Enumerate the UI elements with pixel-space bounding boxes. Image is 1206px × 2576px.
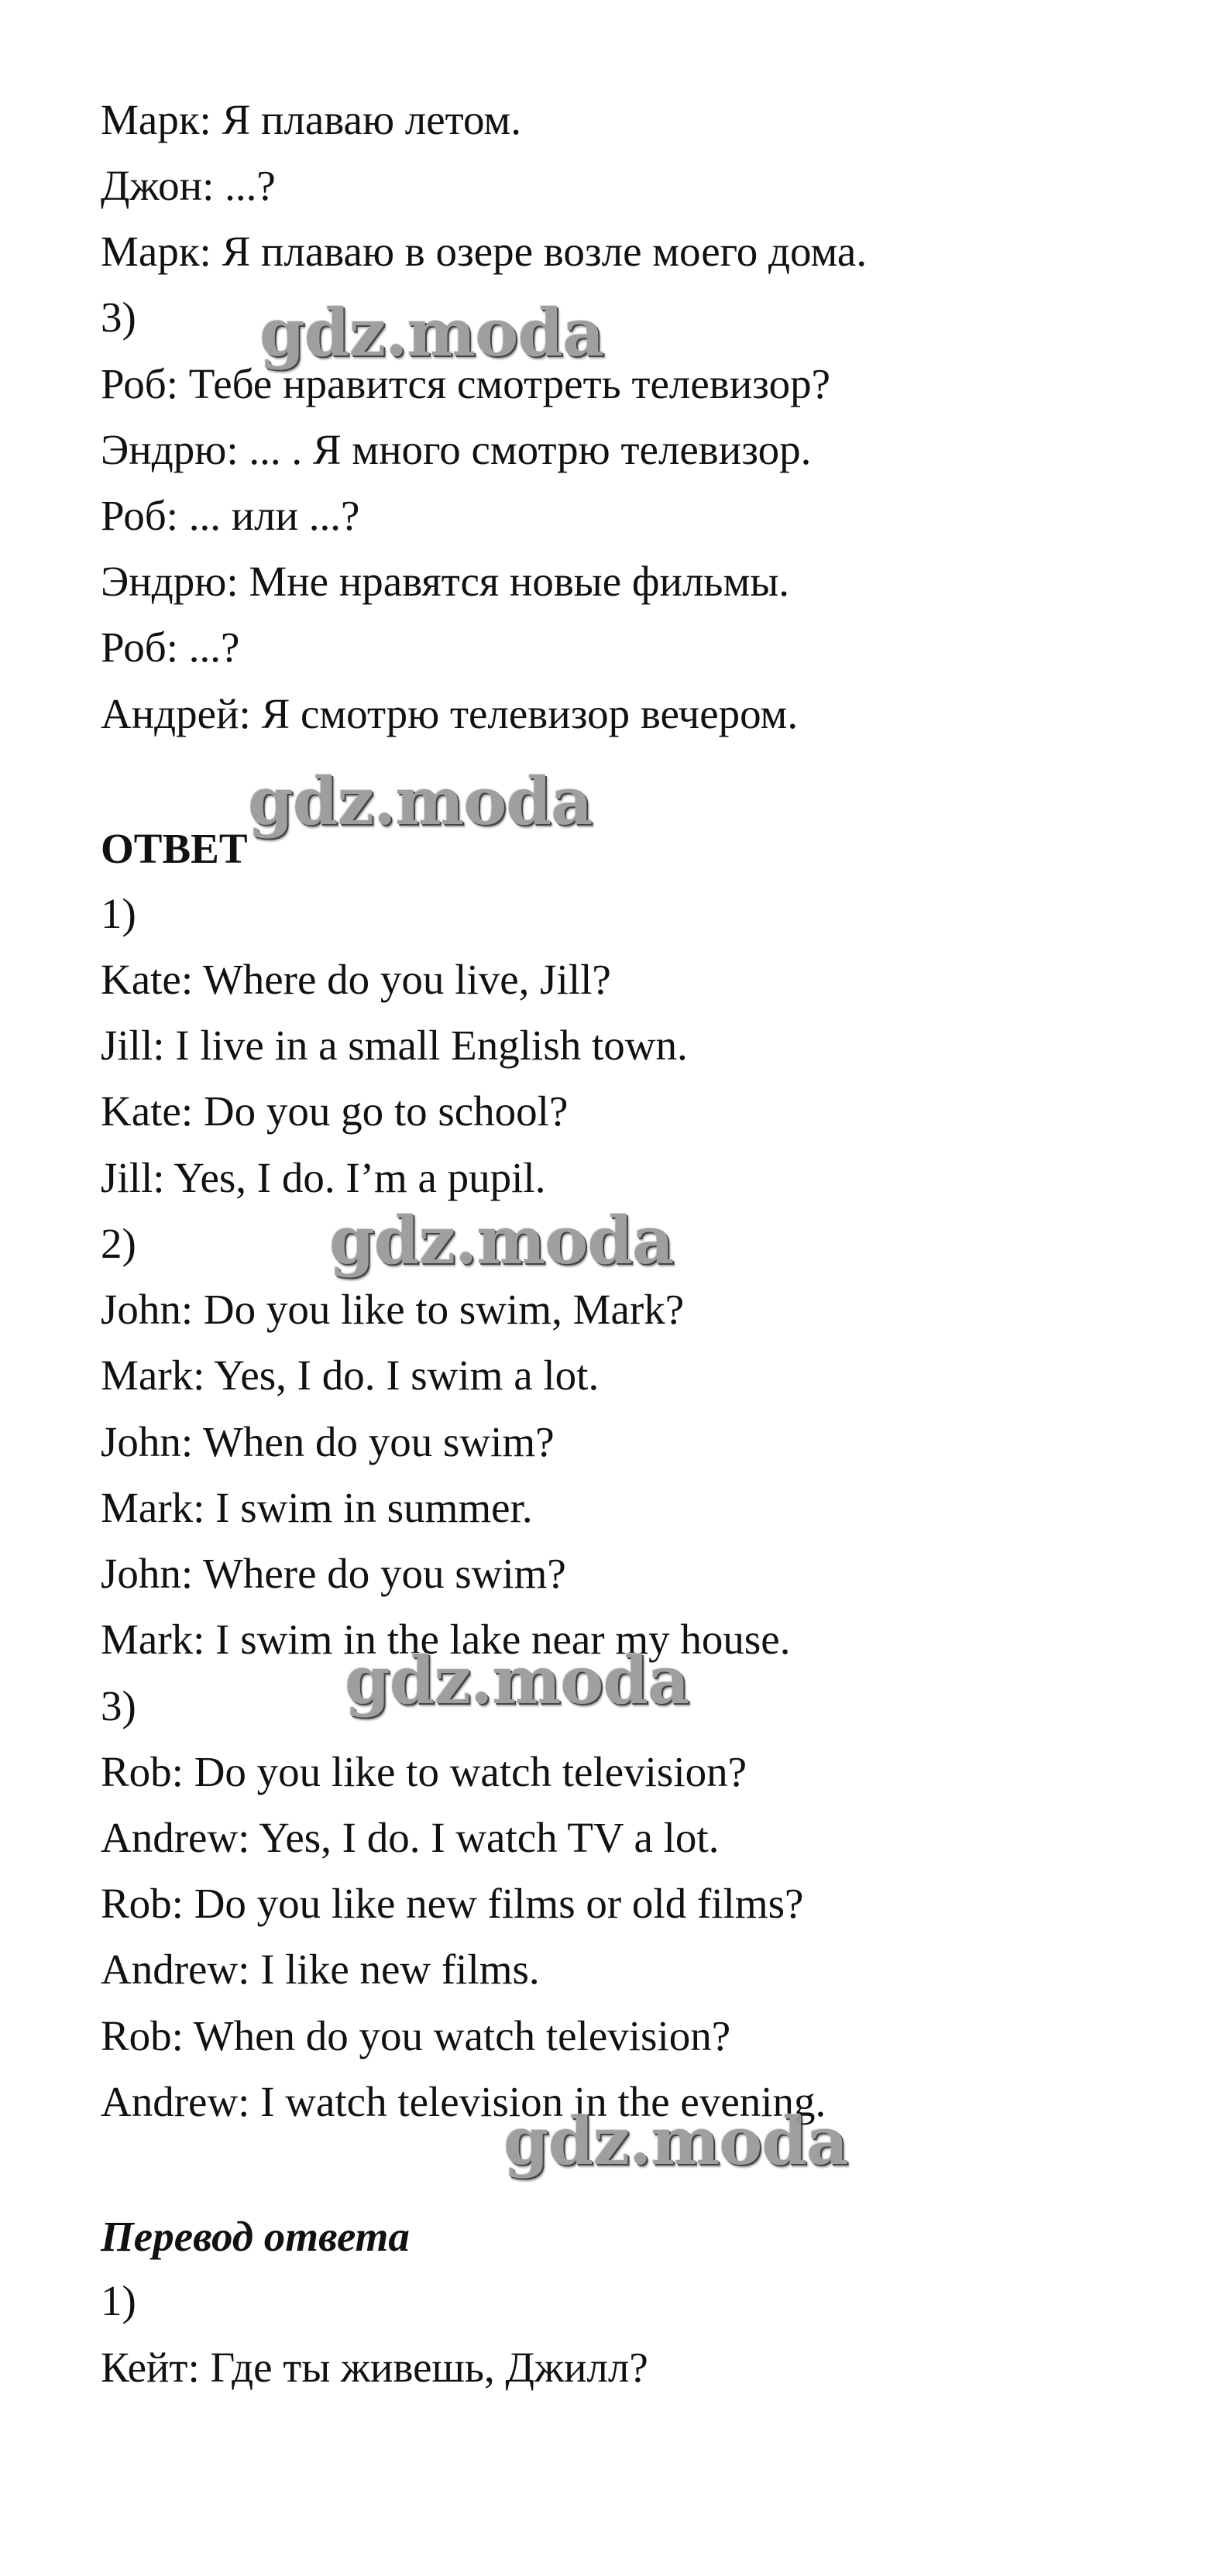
text-line: Кейт: Где ты живешь, Джилл? xyxy=(101,2344,648,2391)
text-line: Эндрю: Мне нравятся новые фильмы. xyxy=(101,558,790,605)
text-line: Mark: Yes, I do. I swim a lot. xyxy=(101,1352,600,1399)
watermark-logo: gdz.moda xyxy=(345,1642,689,1719)
answer-heading: ОТВЕТ xyxy=(101,825,248,872)
text-line: Андрей: Я смотрю телевизор вечером. xyxy=(101,690,799,737)
text-line: Mark: I swim in the lake near my house. xyxy=(101,1616,791,1663)
text-line: Mark: I swim in summer. xyxy=(101,1484,533,1531)
section-number: 2) xyxy=(101,1220,136,1267)
text-line: Джон: ...? xyxy=(101,162,276,209)
text-line: Эндрю: ... . Я много смотрю телевизор. xyxy=(101,426,812,473)
text-line: Rob: Do you like to watch television? xyxy=(101,1748,747,1795)
text-line: Марк: Я плаваю в озере возле моего дома. xyxy=(101,228,868,275)
text-line: Роб: ... или ...? xyxy=(101,492,360,539)
text-line: Kate: Where do you live, Jill? xyxy=(101,956,611,1003)
text-line: Jill: I live in a small English town. xyxy=(101,1022,688,1069)
watermark-logo: gdz.moda xyxy=(248,763,593,840)
section-number: 1) xyxy=(101,890,136,937)
text-line: Andrew: Yes, I do. I watch TV a lot. xyxy=(101,1814,720,1861)
text-line: John: Do you like to swim, Mark? xyxy=(101,1286,685,1333)
watermark-logo: gdz.moda xyxy=(329,1202,674,1279)
watermark-logo: gdz.moda xyxy=(259,294,604,371)
text-line: Марк: Я плаваю летом. xyxy=(101,96,521,143)
text-line: Rob: Do you like new films or old films? xyxy=(101,1880,804,1927)
text-line: Jill: Yes, I do. I’m a pupil. xyxy=(101,1154,546,1201)
text-line: Роб: Тебе нравится смотреть телевизор? xyxy=(101,360,830,407)
watermark-logo: gdz.moda xyxy=(503,2103,848,2179)
section-number: 3) xyxy=(101,294,136,341)
translation-heading: Перевод ответа xyxy=(101,2213,410,2260)
text-line: John: Where do you swim? xyxy=(101,1550,566,1597)
text-line: John: When do you swim? xyxy=(101,1418,555,1465)
text-line: Andrew: I like new films. xyxy=(101,1946,540,1993)
section-number: 3) xyxy=(101,1682,136,1729)
text-line: Rob: When do you watch television? xyxy=(101,2012,731,2059)
section-number: 1) xyxy=(101,2277,136,2324)
text-line: Andrew: I watch television in the evening. xyxy=(101,2078,826,2125)
text-line: Роб: ...? xyxy=(101,623,240,671)
text-line: Kate: Do you go to school? xyxy=(101,1087,569,1135)
